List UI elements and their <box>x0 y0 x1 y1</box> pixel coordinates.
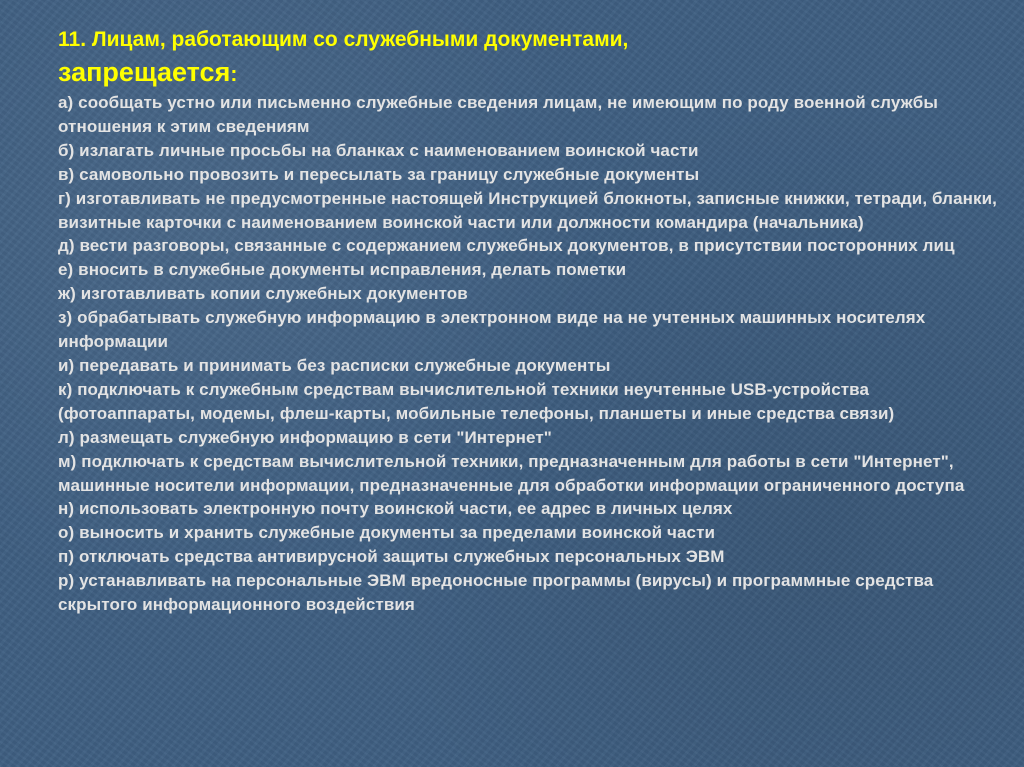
list-item: ж) изготавливать копии служебных документов <box>58 284 468 304</box>
list-item: и) передавать и принимать без расписки служебные документы <box>58 355 611 375</box>
heading-text: 11. Лицам, работающим со служебными документами, <box>58 28 629 51</box>
list-item: в) самовольно провозить и пересылать за границу служебные документы <box>58 164 700 184</box>
slide-content <box>58 27 1008 617</box>
list-item: п) отключать средства антивирусной защиты служебных персональных ЭВМ <box>58 547 725 567</box>
list-item: з) обрабатывать служебную информацию в электронном виде на не учтенных машинных носителях информации <box>58 308 926 352</box>
prohibitions-list <box>58 91 1008 617</box>
list-item: е) вносить в служебные документы исправления, делать пометки <box>58 260 627 280</box>
heading-keyword-colon: : <box>230 63 238 86</box>
list-item: р) устанавливать на персональные ЭВМ вредоносные программы (вирусы) и программные средства скрытого информационного воздействия <box>58 571 934 615</box>
list-item: д) вести разговоры, связанные с содержанием служебных документов, в присутствии посторонних лиц <box>58 236 955 256</box>
list-item: м) подключать к средствам вычислительной техники, предназначенным для работы в сети "Интернет", машинные носители информации, предназначенные для обработки информации ограниченного доступа <box>58 451 965 495</box>
list-item: н) использовать электронную почту воинской части, ее адрес в личных целях <box>58 499 733 519</box>
list-item: л) размещать служебную информацию в сети "Интернет" <box>58 427 552 447</box>
list-item: г) изготавливать не предусмотренные настоящей Инструкцией блокноты, записные книжки, тетради, бланки, визитные карточки с наименованием воинской части или должности командира (начальника) <box>58 188 997 232</box>
slide-heading <box>58 27 1008 88</box>
heading-keyword: запрещается <box>58 57 231 87</box>
list-item: б) излагать личные просьбы на бланках с наименованием воинской части <box>58 140 699 160</box>
list-item: о) выносить и хранить служебные документы за пределами воинской части <box>58 523 716 543</box>
list-item: а) сообщать устно или письменно служебные сведения лицам, не имеющим по роду военной службы отношения к этим сведениям <box>58 93 938 136</box>
list-item: к) подключать к служебным средствам вычислительной техники неучтенные USB-устройства (фотоаппараты, модемы, флеш-карты, мобильные телефоны, планшеты и иные средства связи) <box>58 379 895 423</box>
